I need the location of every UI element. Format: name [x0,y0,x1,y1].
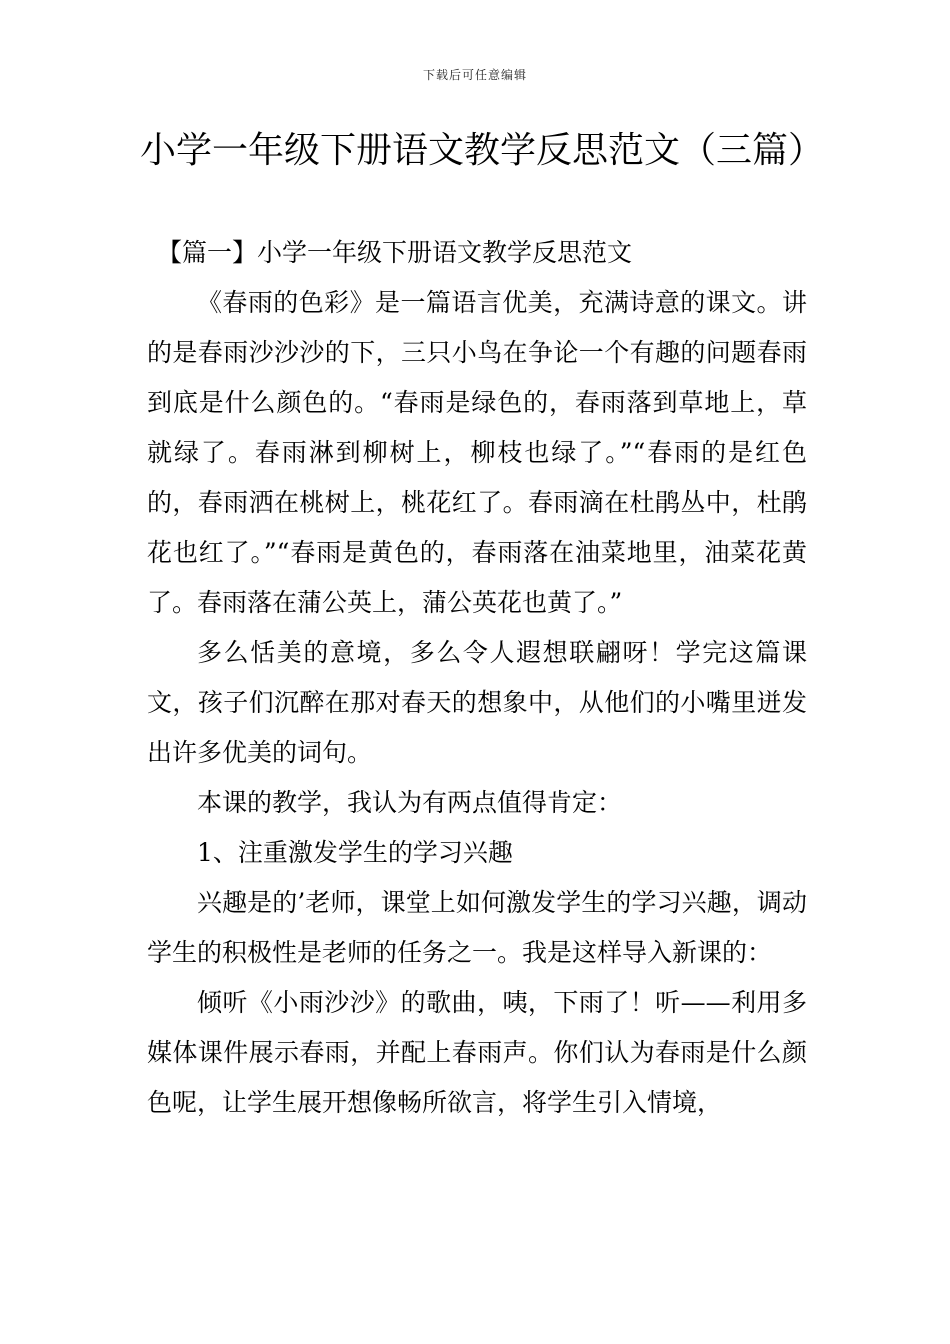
list-item-heading: 1、注重激发学生的学习兴趣 [197,838,513,867]
paragraph: 倾听《小雨沙沙》的歌曲，咦，下雨了！听——利用多媒体课件展示春雨，并配上春雨声。你们认为春雨是什么颜色呢，让学生展开想像畅所欲言，将学生引入情境， [147,988,807,1117]
paragraph: 多么恬美的意境，多么令人遐想联翩呀！学完这篇课文，孩子们沉醉在那对春天的想象中，从他们的小嘴里迸发出许多优美的词句。 [147,638,807,767]
paragraph: 《春雨的色彩》是一篇语言优美，充满诗意的课文。讲的是春雨沙沙沙的下，三只小鸟在争论一个有趣的问题春雨到底是什么颜色的。“春雨是绿色的，春雨落到草地上，草就绿了。春雨淋到柳树上，柳枝也绿了。”“春雨的是红色的，春雨洒在桃树上，桃花红了。春雨滴在杜鹃丛中，杜鹃花也红了。”“春雨是黄色的，春雨落在油菜地里，油菜花黄了。春雨落在蒲公英上，蒲公英花也黄了。” [147,288,807,617]
document-body [147,228,807,1128]
paragraph: 本课的教学，我认为有两点值得肯定： [197,788,623,817]
section-heading: 【篇一】小学一年级下册语文教学反思范文 [157,238,633,267]
document-title: 小学一年级下册语文教学反思范文（三篇） [140,130,825,171]
paragraph: 兴趣是的’老师，课堂上如何激发学生的学习兴趣，调动学生的积极性是老师的任务之一。我是这样导入新课的： [147,888,807,967]
header-note: 下载后可任意编辑 [422,68,527,82]
